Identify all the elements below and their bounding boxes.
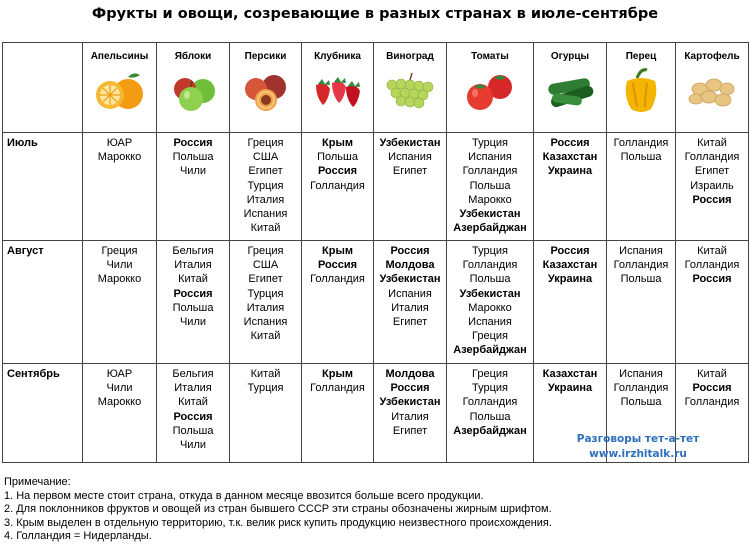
column-name: Клубника [314, 51, 361, 62]
country-name: Испания [388, 287, 432, 300]
country-name: Польша [620, 396, 662, 409]
country-name-bold: Россия [692, 193, 732, 206]
country-name-bold: Узбекистан [459, 208, 521, 221]
country-name: Голландия [684, 151, 740, 164]
country-list [534, 133, 606, 179]
column-header-apples [157, 43, 230, 133]
country-name: Израиль [690, 179, 734, 192]
country-name: Греция [247, 245, 284, 257]
country-name: США [252, 151, 279, 164]
country-cell [447, 364, 534, 463]
country-name: Греция [472, 330, 508, 343]
note-line: 1. На первом месте стоит страна, откуда в данном месяце ввозится больше всего продукции. [4, 489, 484, 502]
country-name: Италия [391, 410, 429, 423]
country-cell [676, 133, 749, 241]
corner-cell [3, 43, 83, 133]
country-name: Турция [247, 287, 284, 300]
country-name: Голландия [462, 259, 518, 272]
table-row-august [3, 241, 749, 364]
country-name-bold: Россия [550, 137, 590, 149]
country-name: Марокко [97, 151, 142, 164]
country-name: Греция [247, 137, 284, 149]
country-name-bold: Узбекистан [459, 287, 521, 300]
note-line: 2. Для поклонников фруктов и овощей из стран бывшего СССР эти страны обозначены жирным шрифтом. [4, 503, 552, 515]
country-name: Египет [694, 165, 730, 178]
country-name: Испания [468, 316, 512, 329]
country-name-bold: Узбекистан [379, 396, 441, 409]
country-name: Чили [106, 259, 133, 272]
column-header-strawberries [302, 43, 374, 133]
country-name-bold: Россия [692, 273, 732, 286]
strawberries-icon [302, 64, 373, 118]
header-row [3, 43, 749, 133]
note-line: Примечание: [4, 476, 71, 488]
country-name: Голландия [310, 179, 365, 192]
grapes-icon [374, 64, 446, 118]
country-name: Польша [172, 301, 214, 314]
oranges-icon [83, 64, 156, 118]
country-cell [607, 241, 676, 364]
country-list [83, 133, 156, 164]
country-name: Греция [101, 245, 138, 257]
country-list [302, 241, 373, 287]
note-line: 4. Голландия = Нидерланды. [4, 530, 152, 542]
column-header-pepper [607, 43, 676, 133]
country-name: Турция [472, 382, 508, 395]
country-name: Бельгия [172, 368, 214, 380]
country-name: Испания [468, 151, 512, 164]
column-header-peaches [230, 43, 302, 133]
country-list [230, 241, 301, 343]
country-name: Китай [250, 368, 281, 380]
country-name: Польша [620, 273, 662, 286]
country-cell [607, 133, 676, 241]
country-cell [230, 241, 302, 364]
country-cell [374, 241, 447, 364]
country-name: Польша [469, 410, 511, 423]
country-name: Марокко [97, 396, 142, 409]
country-name: Египет [392, 316, 428, 329]
country-cell [374, 364, 447, 463]
country-list [374, 241, 446, 329]
country-name: Марокко [468, 193, 512, 206]
country-list [374, 133, 446, 179]
country-name: Турция [472, 137, 508, 149]
country-name: Марокко [468, 301, 512, 314]
country-name-bold: Россия [390, 245, 430, 257]
country-name: Китай [250, 222, 281, 235]
country-cell [157, 241, 230, 364]
country-cell [534, 133, 607, 241]
country-name-bold: Азербайджан [453, 424, 527, 437]
country-name: Испания [243, 208, 288, 221]
country-name: Чили [179, 165, 207, 178]
country-list [676, 364, 748, 410]
country-list [157, 364, 229, 452]
potatoes-icon [676, 64, 748, 118]
produce-table [2, 42, 749, 463]
column-name: Картофель [684, 51, 740, 62]
country-cell [374, 133, 447, 241]
country-cell [83, 364, 157, 463]
country-name-bold: Россия [317, 165, 358, 178]
country-cell [83, 241, 157, 364]
country-list [83, 364, 156, 410]
country-name: ЮАР [106, 368, 133, 380]
country-name-bold: Казахстан [542, 368, 598, 380]
apples-icon [157, 64, 229, 118]
country-list [676, 133, 748, 207]
month-cell [3, 364, 83, 463]
column-header-grapes [374, 43, 447, 133]
month-cell [3, 241, 83, 364]
country-name-bold: Крым [322, 245, 353, 257]
column-name: Виноград [386, 51, 434, 62]
country-name: Польша [172, 424, 214, 437]
country-list [374, 364, 446, 438]
column-name: Томаты [471, 51, 509, 62]
country-list [230, 133, 301, 235]
country-name: Италия [174, 382, 212, 395]
column-name: Огурцы [550, 51, 590, 62]
note-line: 3. Крым выделен в отдельную территорию, т.к. велик риск купить продукцию неизвестного происхождения. [4, 516, 552, 529]
country-name: Италия [246, 301, 285, 314]
country-list [607, 241, 675, 287]
watermark-line: Разговоры тет-а-тет [576, 433, 700, 445]
column-header-tomatoes [447, 43, 534, 133]
country-name: Египет [248, 165, 283, 178]
country-name: Голландия [310, 382, 365, 395]
country-name: Чили [179, 439, 207, 452]
page-title: Фрукты и овощи, созревающие в разных странах в июле-сентябре [91, 6, 659, 22]
country-name: Польша [172, 151, 214, 164]
country-cell [230, 364, 302, 463]
country-name: Марокко [97, 273, 142, 286]
country-cell [83, 133, 157, 241]
country-list [302, 364, 373, 395]
country-name: Китай [697, 137, 727, 149]
column-header-potatoes [676, 43, 749, 133]
country-name-bold: Крым [322, 137, 353, 149]
peaches-icon [230, 64, 301, 118]
country-name: Италия [174, 259, 212, 272]
column-name: Яблоки [174, 51, 212, 62]
country-list [302, 133, 373, 193]
country-name-bold: Молдова [385, 368, 435, 380]
country-name: Испания [619, 368, 663, 380]
country-name: Чили [106, 382, 133, 395]
country-name-bold: Россия [173, 287, 213, 300]
country-name: Греция [472, 368, 508, 380]
column-header-cucumbers [534, 43, 607, 133]
column-name: Персики [244, 51, 287, 62]
country-list [447, 133, 533, 235]
country-name: Голландия [462, 396, 518, 409]
country-name-bold: Азербайджан [453, 344, 527, 357]
country-cell [447, 241, 534, 364]
country-list [607, 364, 675, 410]
country-name-bold: Россия [173, 137, 213, 149]
country-name-bold: Молдова [385, 259, 435, 272]
country-name: Испания [388, 151, 432, 164]
country-name-bold: Россия [390, 382, 430, 395]
country-name-bold: Россия [173, 410, 213, 423]
country-name: Египет [392, 165, 428, 178]
country-name: Голландия [613, 137, 669, 149]
country-cell [302, 241, 374, 364]
country-name: Италия [246, 193, 285, 206]
country-name: Италия [391, 301, 429, 314]
country-name-bold: Казахстан [542, 259, 598, 272]
country-name: Турция [247, 179, 284, 192]
tomatoes-icon [447, 64, 533, 118]
country-name: Китай [178, 273, 208, 286]
country-name: Голландия [462, 165, 518, 178]
country-list [534, 241, 606, 287]
country-name-bold: Украина [547, 165, 593, 178]
table-row-july [3, 133, 749, 241]
country-list [447, 241, 533, 358]
country-name: Голландия [613, 259, 669, 272]
month-label: Сентябрь [7, 368, 60, 380]
country-list [447, 364, 533, 438]
country-cell [157, 364, 230, 463]
country-name-bold: Казахстан [542, 151, 598, 164]
country-cell [230, 133, 302, 241]
country-name: Китай [178, 396, 208, 409]
month-label: Август [7, 245, 44, 257]
country-name-bold: Украина [547, 273, 593, 286]
pepper-icon [607, 64, 675, 118]
country-cell [302, 133, 374, 241]
country-name: Голландия [684, 396, 740, 409]
country-name-bold: Узбекистан [379, 273, 441, 286]
notes-block [4, 476, 744, 544]
country-name: Китай [697, 245, 727, 257]
country-name-bold: Россия [317, 259, 358, 272]
country-name: Польша [469, 273, 511, 286]
column-name: Перец [625, 51, 657, 62]
country-cell [157, 133, 230, 241]
country-name: Испания [619, 245, 663, 257]
month-cell [3, 133, 83, 241]
country-name: Голландия [310, 273, 365, 286]
site-watermark [548, 432, 728, 462]
month-label: Июль [7, 137, 38, 149]
country-cell [447, 133, 534, 241]
column-header-oranges [83, 43, 157, 133]
country-list [230, 364, 301, 395]
country-name: Китай [697, 368, 727, 380]
country-name: Голландия [613, 382, 669, 395]
country-name: США [252, 259, 279, 272]
country-list [157, 241, 229, 329]
country-name: Египет [248, 273, 283, 286]
country-name: ЮАР [106, 137, 133, 149]
country-name-bold: Узбекистан [379, 137, 441, 149]
country-name: Испания [243, 316, 288, 329]
country-name-bold: Украина [547, 382, 593, 395]
country-cell [676, 241, 749, 364]
country-name: Египет [392, 424, 428, 437]
country-name: Польша [620, 151, 662, 164]
country-name: Турция [472, 245, 508, 257]
country-name-bold: Россия [692, 382, 732, 395]
country-name-bold: Крым [322, 368, 353, 380]
country-name-bold: Азербайджан [453, 222, 527, 235]
country-list [534, 364, 606, 395]
column-name: Апельсины [90, 51, 149, 62]
country-name: Китай [250, 330, 281, 343]
country-cell [302, 364, 374, 463]
country-name-bold: Россия [550, 245, 590, 257]
country-name: Польша [317, 151, 358, 164]
country-list [157, 133, 229, 179]
country-name: Турция [247, 382, 284, 395]
country-name: Бельгия [172, 245, 214, 257]
country-name: Чили [179, 316, 207, 329]
country-cell [534, 241, 607, 364]
cucumbers-icon [534, 64, 606, 118]
country-list [676, 241, 748, 287]
country-name: Польша [469, 179, 511, 192]
country-list [83, 241, 156, 287]
country-list [607, 133, 675, 164]
watermark-url: www.irzhitalk.ru [589, 448, 687, 460]
country-name: Голландия [684, 259, 740, 272]
